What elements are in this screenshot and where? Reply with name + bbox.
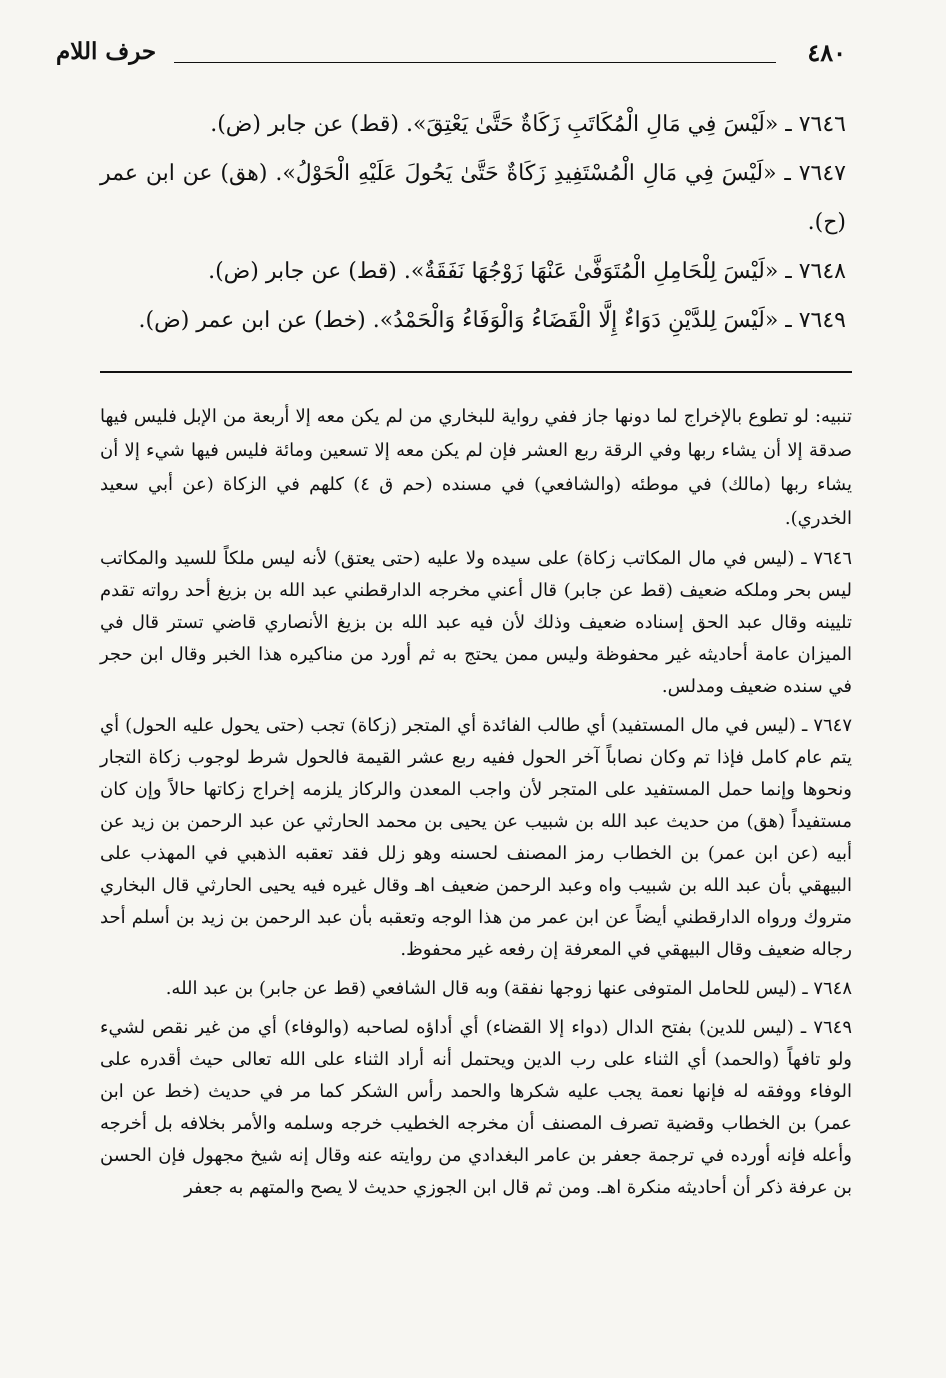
commentary-note-7648: ٧٦٤٨ ـ (ليس للحامل المتوفى عنها زوجها نفقة) وبه قال الشافعي (قط عن جابر) بن عبد الله. — [165, 978, 852, 999]
hadith-entry-7646: ٧٦٤٦ ـ «لَيْسَ فِي مَالِ الْمُكَاتَبِ زَكَاةٌ حَتَّىٰ يَعْتِقَ». (قط) عن جابر (ض). — [210, 112, 846, 137]
hadith-entry-7647: ٧٦٤٧ ـ «لَيْسَ فِي مَالِ الْمُسْتَفِيدِ زَكَاةٌ حَتَّىٰ يَحُولَ عَلَيْهِ الْحَوْلُ». (هق) عن ابن عمر (ح). — [100, 161, 846, 235]
page-number: ٤٨٠ — [807, 38, 846, 67]
chapter-title: حرف اللام — [56, 38, 157, 65]
commentary-note-7646: ٧٦٤٦ ـ (ليس في مال المكاتب زكاة) على سيده ولا عليه (حتى يعتق) لأنه ليس ملكاً للسيد والمكاتب ليس بحر وملكه ضعيف (قط عن جابر) قال أعني مخرجه الدارقطني عبد الله بن بزيغ أحد رواته تقدم تليينه وقال عبد الحق إسناده ضعيف وذلك لأن فيه عبد الله بن بزيغ الأنصاري قاضي تستر قال في الميزان عامة أحاديثه غير محفوظة وليس ممن يحتج به ثم أورد من مناكيره هذا الخبر وقال ابن حجر في سنده ضعيف ومدلس. — [100, 548, 852, 697]
commentary-note-7647: ٧٦٤٧ ـ (ليس في مال المستفيد) أي طالب الفائدة أي المتجر (زكاة) تجب (حتى يحول عليه الحول) أي يتم عام كامل فإذا تم وكان نصاباً آخر الحول ففيه ربع عشر القيمة فالحول شرط لوجوب زكاة التجار ونحوها وإنما حمل المستفيد على المتجر لأن واجب المعدن والركاز يلزمه إخراج زكاتها حالاً وإن كان مستفيداً (هق) من حديث عبد الله بن شبيب عن يحيى بن محمد الحارثي عن عبد الرحمن بن زيد عن أبيه (عن ابن عمر) بن الخطاب رمز المصنف لحسنه وهو زلل فقد تعقبه الذهبي في المهذب على البيهقي بأن عبد الله بن شبيب واه وعبد الرحمن ضعيف اهـ وقال غيره فيه يحيى الحارثي قال البخاري متروك ورواه الدارقطني أيضاً عن ابن عمر من هذا الوجه وتعقبه بأن عبد الرحمن بن زيد بن أسلم أحد رجاله ضعيف وقال البيهقي في المعرفة إن رفعه غير محفوظ. — [100, 715, 852, 960]
header-rule — [174, 62, 776, 63]
commentary-note-7649: ٧٦٤٩ ـ (ليس للدين) بفتح الدال (دواء إلا القضاء) أي أداؤه لصاحبه (والوفاء) أي من غير نقص لشيء ولو تافهاً (والحمد) أي الثناء على رب الدين ويحتمل أنه أراد الثناء على الله تعالى حيث أقدره على الوفاء ووفقه له فإنها نعمة يجب عليه شكرها والحمد رأس الشكر كما مر في حديث (خط عن ابن عمر) بن الخطاب وقضية تصرف المصنف أن مخرجه الخطيب خرجه وسلمه والأمر بخلافه بل أخرجه وأعله فإنه أورده في ترجمة جعفر بن عامر البغدادي من روايته عنه وقال إنه شيخ مجهول فإن الحسن بن عرفة ذكر أن أحاديثه منكرة اهـ. ومن ثم قال ابن الجوزي حديث لا يصح والمتهم به جعفر — [100, 1017, 853, 1198]
page-header — [56, 36, 846, 76]
hadith-entry-7649: ٧٦٤٩ ـ «لَيْسَ لِلدَّيْنِ دَوَاءٌ إِلَّا الْقَضَاءُ وَالْوَفَاءُ وَالْحَمْدُ». (خط) عن ابن عمر (ض). — [138, 308, 846, 333]
commentary-note-tanbih: تنبيه: لو تطوع بالإخراج لما دونها جاز ففي رواية للبخاري من لم يكن معه إلا أربعة من الإبل فليس فيها صدقة إلا أن يشاء ربها وفي الرقة ربع العشر فإن لم يكن معه إلا تسعين ومائة فليس فيها شيء إلا أن يشاء ربها (مالك) في موطئه (والشافعي) في مسنده (حم ق ٤) كلهم في الزكاة (عن أبي سعيد الخدري). — [100, 406, 852, 529]
hadith-entries — [100, 100, 846, 345]
section-separator — [100, 371, 852, 373]
commentary — [100, 400, 852, 1211]
hadith-entry-7648: ٧٦٤٨ ـ «لَيْسَ لِلْحَامِلِ الْمُتَوَفَّىٰ عَنْهَا زَوْجُهَا نَفَقَةٌ». (قط) عن جابر (ض). — [208, 259, 846, 284]
